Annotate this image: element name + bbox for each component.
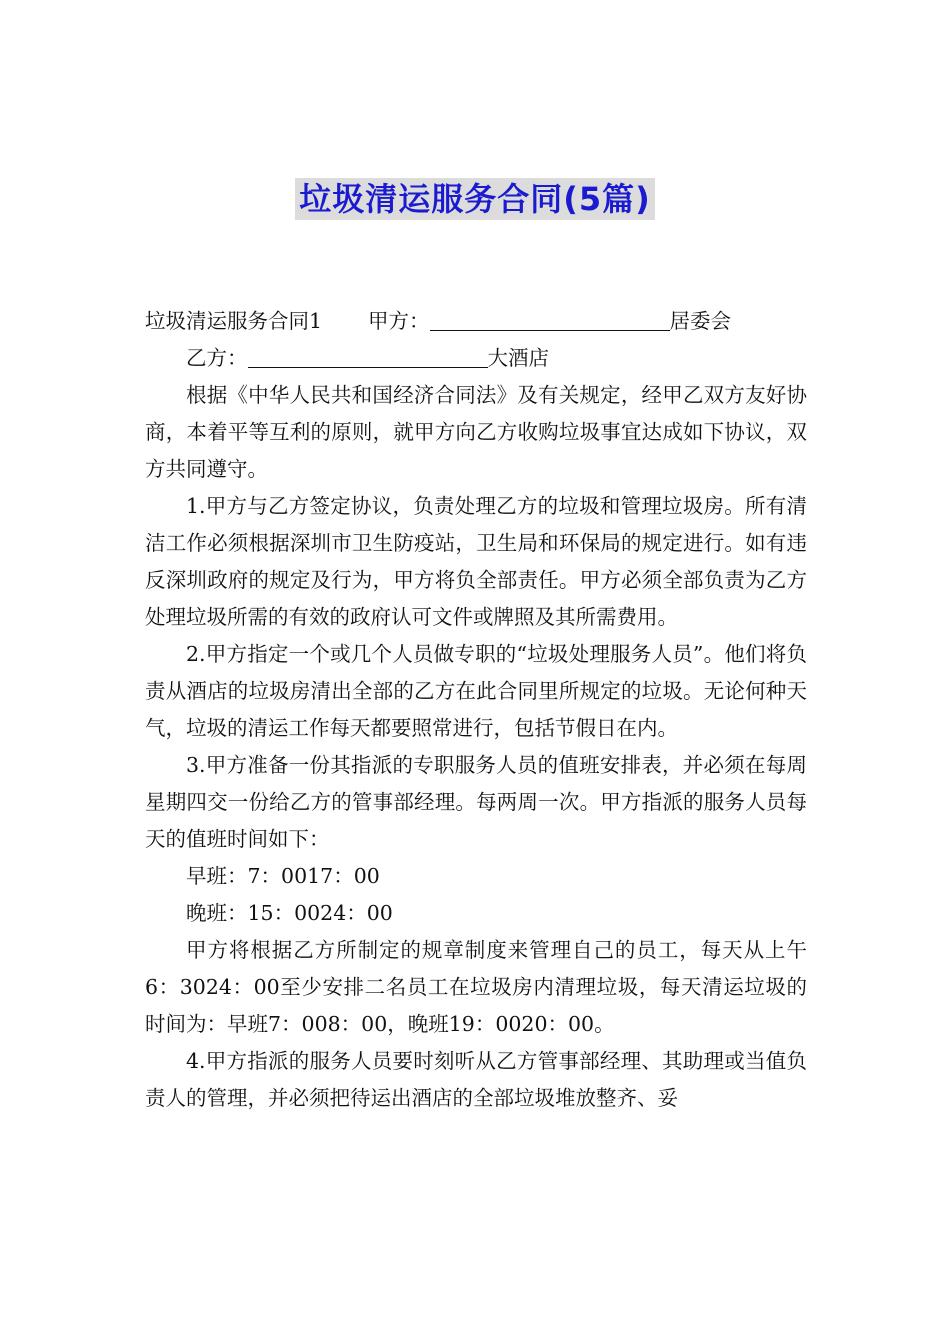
paragraph-evening-shift: 晚班：15：0024：00 [186, 901, 393, 925]
paragraph-morning-shift: 早班：7：0017：00 [186, 864, 380, 888]
party-b-suffix: 大酒店 [487, 346, 549, 370]
document-body [145, 303, 807, 1117]
party-a-suffix: 居委会 [669, 309, 732, 333]
document-title: 垃圾清运服务合同(5篇) [295, 178, 655, 220]
party-b-line [145, 340, 807, 377]
contract-heading: 垃圾清运服务合同1 [145, 309, 323, 333]
party-b-blank [248, 347, 488, 369]
paragraph-clause-3: 3.甲方准备一份其指派的专职服务人员的值班安排表，并必须在每周星期四交一份给乙方的管事部经理。每两周一次。甲方指派的服务人员每天的值班时间如下： [145, 753, 807, 851]
paragraph-clause-4: 4.甲方指派的服务人员要时刻听从乙方管事部经理、其助理或当值负责人的管理，并必须把待运出酒店的全部垃圾堆放整齐、妥 [145, 1049, 807, 1110]
paragraph-clause-2: 2.甲方指定一个或几个人员做专职的“垃圾处理服务人员”。他们将负责从酒店的垃圾房清出全部的乙方在此合同里所规定的垃圾。无论何种天气，垃圾的清运工作每天都要照常进行，包括节假日在内。 [145, 642, 807, 740]
party-b-label: 乙方： [186, 346, 248, 370]
paragraph-intro: 根据《中华人民共和国经济合同法》及有关规定，经甲乙双方友好协商，本着平等互利的原则，就甲方向乙方收购垃圾事宜达成如下协议，双方共同遵守。 [145, 383, 807, 481]
paragraph-schedule: 甲方将根据乙方所制定的规章制度来管理自己的员工，每天从上午6：3024：00至少安排二名员工在垃圾房内清理垃圾，每天清运垃圾的时间为：早班7：008：00，晚班19：0020：00。 [145, 938, 807, 1036]
title-wrapper [0, 178, 950, 220]
party-a-line [145, 303, 807, 340]
party-a-blank [430, 310, 670, 332]
party-a-label: 甲方： [368, 309, 430, 333]
paragraph-clause-1: 1.甲方与乙方签定协议，负责处理乙方的垃圾和管理垃圾房。所有清洁工作必须根据深圳市卫生防疫站，卫生局和环保局的规定进行。如有违反深圳政府的规定及行为，甲方将负全部责任。甲方必须全部负责为乙方处理垃圾所需的有效的政府认可文件或牌照及其所需费用。 [145, 494, 807, 629]
